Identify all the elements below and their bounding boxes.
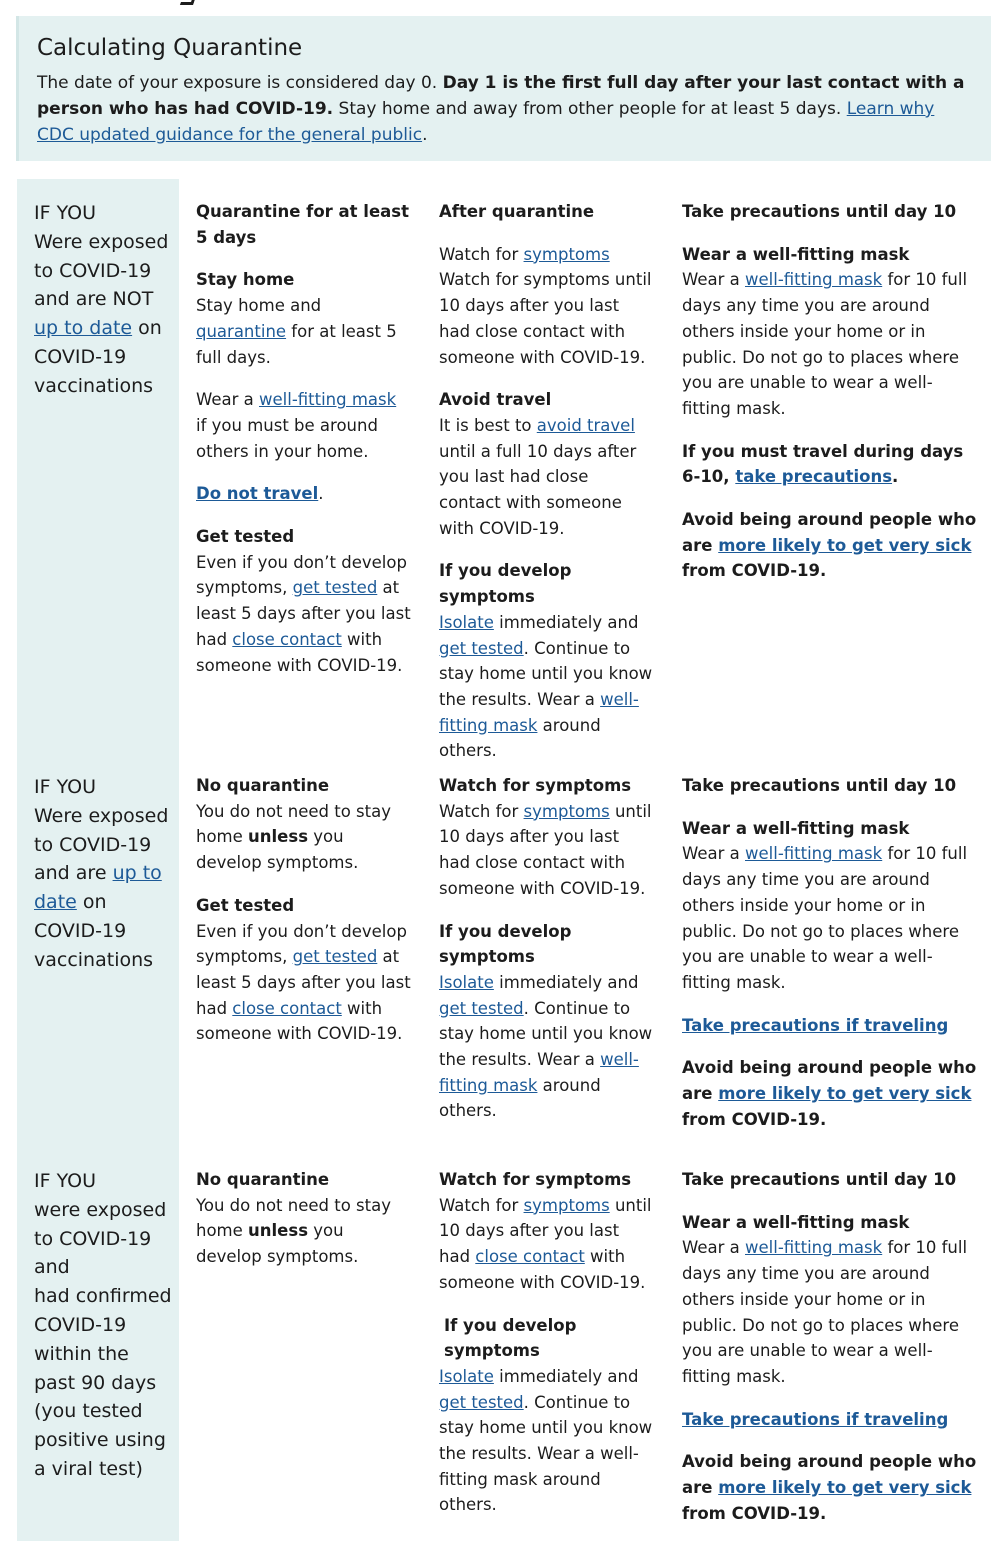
table-row bbox=[17, 179, 992, 761]
text: you develop symptoms. bbox=[196, 827, 359, 873]
row-label-if-you: IF YOU bbox=[34, 776, 97, 798]
text: Watch for bbox=[439, 801, 524, 821]
text: If you must travel during days 6-10, bbox=[682, 441, 964, 487]
precautions-cell bbox=[682, 773, 977, 1149]
cell-heading: Watch for symptoms bbox=[439, 1170, 632, 1189]
text: . Continue to stay home until you know the results. Wear a bbox=[439, 998, 653, 1070]
row-label-if-you: IF YOU bbox=[34, 202, 97, 224]
symptoms-link[interactable]: symptoms bbox=[523, 1195, 610, 1215]
text: Stay home and bbox=[196, 296, 322, 316]
no-quarantine-block bbox=[196, 773, 411, 876]
cell-heading: Take precautions until day 10 bbox=[682, 1170, 957, 1189]
avoid-people-block bbox=[682, 507, 977, 584]
row-label-part: Were exposed to COVID-19 and are bbox=[34, 804, 169, 885]
travel-precautions-block bbox=[682, 1013, 977, 1039]
mask-block bbox=[196, 387, 411, 464]
watch-block bbox=[439, 242, 654, 371]
travel-precautions-block bbox=[682, 439, 977, 490]
quarantine-guidance-table bbox=[17, 179, 992, 1541]
up-to-date-link[interactable]: up to date bbox=[34, 862, 162, 914]
text: until 10 days after you last had close contact with someone with COVID-19. bbox=[439, 801, 652, 898]
develop-symptoms-block bbox=[439, 1313, 654, 1519]
cell-heading: Take precautions until day 10 bbox=[682, 202, 957, 221]
callout-bold-text: Day 1 is the first full day after your last contact with a person who has had COVID-19. bbox=[37, 73, 965, 119]
text: . Continue to stay home until you know the results. Wear a bbox=[439, 638, 653, 709]
watch-line bbox=[439, 242, 654, 268]
develop-symptoms-block bbox=[439, 919, 654, 1125]
callout-text-part: Stay home and away from other people for at least 5 days. bbox=[333, 99, 847, 119]
callout-text-part: . bbox=[422, 125, 428, 145]
get-tested-link[interactable]: get tested bbox=[292, 578, 378, 598]
watch-symptoms-cell bbox=[439, 1167, 654, 1535]
take-precautions-if-traveling-link[interactable]: Take precautions if traveling bbox=[682, 1015, 949, 1035]
text: Even if you don’t develop symptoms, bbox=[196, 921, 407, 967]
travel-precautions-block bbox=[682, 1407, 977, 1433]
block-heading: If you develop symptoms bbox=[439, 921, 572, 967]
block-heading: Get tested bbox=[196, 895, 295, 915]
mask-block bbox=[682, 242, 977, 422]
bold-text: unless bbox=[248, 827, 309, 847]
text: from COVID-19. bbox=[682, 561, 827, 581]
text: until a full 10 days after you last had close contact with someone with COVID-19. bbox=[439, 441, 637, 538]
calculating-quarantine-callout bbox=[16, 16, 991, 161]
develop-symptoms-block bbox=[439, 558, 654, 764]
well-fitting-mask-link[interactable]: well-fitting mask bbox=[745, 1238, 883, 1258]
get-tested-link[interactable]: get tested bbox=[292, 947, 378, 967]
row-label-part: Were exposed to COVID-19 and are NOT bbox=[34, 230, 169, 311]
text: You do not need to stay home bbox=[196, 1195, 391, 1241]
block-heading: Wear a well-fitting mask bbox=[682, 244, 910, 264]
well-fitting-mask-link[interactable]: well-fitting mask bbox=[745, 844, 883, 864]
avoid-travel-block bbox=[439, 387, 654, 541]
get-tested-link[interactable]: get tested bbox=[439, 1392, 524, 1412]
mask-block bbox=[682, 1210, 977, 1390]
updated-guidance-link[interactable]: Learn why CDC updated guidance for the general public bbox=[37, 99, 935, 145]
text: for at least 5 full days. bbox=[196, 321, 397, 367]
row-label-text: were exposed to COVID-19 and bbox=[34, 1198, 167, 1279]
stay-home-block bbox=[196, 267, 411, 370]
text: immediately and bbox=[493, 972, 639, 992]
text: Avoid being around people who are bbox=[682, 1452, 977, 1498]
text: . bbox=[892, 467, 899, 487]
text: from COVID-19. bbox=[682, 1503, 827, 1523]
get-tested-link[interactable]: get tested bbox=[439, 998, 524, 1018]
row-label-part: on COVID-19 vaccinations bbox=[34, 317, 162, 397]
text: until 10 days after you last had bbox=[439, 1195, 652, 1267]
close-contact-link[interactable]: close contact bbox=[232, 998, 342, 1018]
more-likely-sick-link[interactable]: more likely to get very sick bbox=[718, 535, 972, 555]
symptoms-link[interactable]: symptoms bbox=[523, 244, 610, 264]
text: Wear a bbox=[682, 844, 745, 864]
get-tested-block bbox=[196, 524, 411, 678]
cell-heading: No quarantine bbox=[196, 1170, 330, 1189]
text: . Continue to stay home until you know the results. Wear a well-fitting mask around others. bbox=[439, 1392, 653, 1515]
watch-block bbox=[439, 773, 654, 902]
cell-heading: Take precautions until day 10 bbox=[682, 776, 957, 795]
do-not-travel-link[interactable]: Do not travel bbox=[196, 484, 319, 504]
text: around others. bbox=[439, 1075, 601, 1121]
after-quarantine-cell bbox=[439, 199, 654, 781]
callout-text bbox=[37, 70, 971, 148]
text: Watch for symptoms until 10 days after you last had close contact with someone with COVID-19. bbox=[439, 270, 652, 367]
text: Wear a bbox=[682, 1238, 745, 1258]
text: Wear a bbox=[682, 270, 745, 290]
text: with someone with COVID-19. bbox=[196, 629, 403, 675]
no-quarantine-block bbox=[196, 1167, 411, 1270]
isolate-link[interactable]: Isolate bbox=[439, 1366, 494, 1386]
row-label bbox=[34, 773, 174, 975]
table-row bbox=[17, 753, 992, 1147]
well-fitting-mask-link[interactable]: well-fitting mask bbox=[439, 689, 639, 735]
well-fitting-mask-link[interactable]: well-fitting mask bbox=[439, 1050, 639, 1095]
block-heading: Stay home bbox=[196, 270, 295, 290]
block-heading: Get tested bbox=[196, 527, 295, 547]
quarantine-link[interactable]: quarantine bbox=[196, 321, 287, 341]
travel-block bbox=[196, 481, 411, 507]
text: with someone with COVID-19. bbox=[439, 1247, 646, 1292]
mask-block bbox=[682, 816, 977, 996]
close-contact-link[interactable]: close contact bbox=[232, 629, 342, 649]
watch-symptoms-cell bbox=[439, 773, 654, 1141]
more-likely-sick-link[interactable]: more likely to get very sick bbox=[718, 1084, 972, 1104]
row-label-part: on COVID-19 vaccinations bbox=[34, 891, 154, 971]
text: at least 5 days after you last had bbox=[196, 578, 411, 649]
quarantine-cell bbox=[196, 773, 411, 1064]
avoid-people-block bbox=[682, 1449, 977, 1526]
table-row bbox=[17, 1147, 992, 1541]
text: You do not need to stay home bbox=[196, 801, 391, 847]
text: Avoid being around people who are bbox=[682, 510, 977, 555]
text: from COVID-19. bbox=[682, 1109, 827, 1129]
up-to-date-link[interactable]: up to date bbox=[34, 317, 133, 340]
text: immediately and bbox=[493, 1366, 639, 1386]
callout-text-part: The date of your exposure is considered day 0. bbox=[37, 73, 443, 93]
block-heading: If you develop symptoms bbox=[439, 561, 572, 607]
text: Wear a bbox=[196, 390, 259, 410]
close-contact-link[interactable]: close contact bbox=[475, 1247, 585, 1267]
block-heading: Wear a well-fitting mask bbox=[682, 1212, 910, 1232]
watch-block bbox=[439, 1167, 654, 1296]
row-label bbox=[34, 199, 174, 401]
text: for 10 full days any time you are around others inside your home or in public. Do not go to places where you are unable to wear a well-fitting mask. bbox=[682, 1238, 968, 1386]
quarantine-cell bbox=[196, 1167, 411, 1287]
cropped-heading-fragment bbox=[0, 0, 1000, 12]
get-tested-block bbox=[196, 893, 411, 1047]
text: around others. bbox=[439, 715, 601, 761]
callout-title: Calculating Quarantine bbox=[37, 35, 303, 61]
precautions-cell bbox=[682, 1167, 977, 1543]
block-heading: Avoid travel bbox=[439, 390, 552, 410]
precautions-cell bbox=[682, 199, 977, 601]
get-tested-link[interactable]: get tested bbox=[439, 638, 524, 658]
avoid-travel-link[interactable]: avoid travel bbox=[536, 415, 635, 435]
cell-heading: After quarantine bbox=[439, 202, 595, 221]
text: Watch for bbox=[439, 1195, 524, 1215]
row-label-text bbox=[34, 228, 174, 401]
text: with someone with COVID-19. bbox=[196, 998, 403, 1044]
text: Avoid being around people who are bbox=[682, 1058, 977, 1104]
text: . bbox=[318, 484, 324, 504]
text: immediately and bbox=[493, 612, 639, 632]
text: for 10 full days any time you are around others inside your home or in public. Do not go to places where you are unable to wear a well-fitting mask. bbox=[682, 844, 968, 992]
text: for 10 full days any time you are around others inside your home or in public. Do not go to places where you are unable to wear a well-fitting mask. bbox=[682, 270, 968, 418]
text: at least 5 days after you last had bbox=[196, 947, 411, 1018]
bold-text: unless bbox=[248, 1221, 309, 1241]
block-heading: If you develop symptoms bbox=[444, 1315, 577, 1361]
row-label-if-you: IF YOU bbox=[34, 1170, 97, 1192]
take-precautions-if-traveling-link[interactable]: Take precautions if traveling bbox=[682, 1409, 949, 1429]
text: Watch for bbox=[439, 244, 524, 264]
quarantine-cell bbox=[196, 199, 411, 695]
symptoms-link[interactable]: symptoms bbox=[523, 801, 610, 821]
take-precautions-link[interactable]: take precautions bbox=[735, 467, 893, 487]
avoid-people-block bbox=[682, 1055, 977, 1132]
well-fitting-mask-link[interactable]: well-fitting mask bbox=[259, 390, 397, 410]
cell-heading: Quarantine for at least 5 days bbox=[196, 202, 410, 247]
row-label-text bbox=[34, 802, 174, 975]
isolate-link[interactable]: Isolate bbox=[439, 612, 494, 632]
cell-heading: Watch for symptoms bbox=[439, 776, 632, 795]
row-label bbox=[34, 1167, 174, 1484]
row-label-text: had confirmed COVID-19 within the past 90 days (you tested positive using a viral test) bbox=[34, 1285, 172, 1480]
well-fitting-mask-link[interactable]: well-fitting mask bbox=[745, 270, 883, 290]
more-likely-sick-link[interactable]: more likely to get very sick bbox=[718, 1478, 972, 1498]
text: if you must be around others in your home. bbox=[196, 415, 378, 461]
text: you develop symptoms. bbox=[196, 1221, 359, 1267]
block-heading: Wear a well-fitting mask bbox=[682, 818, 910, 838]
text: Even if you don’t develop symptoms, bbox=[196, 552, 407, 598]
cell-heading: No quarantine bbox=[196, 776, 330, 795]
isolate-link[interactable]: Isolate bbox=[439, 972, 494, 992]
text: It is best to bbox=[439, 415, 537, 435]
